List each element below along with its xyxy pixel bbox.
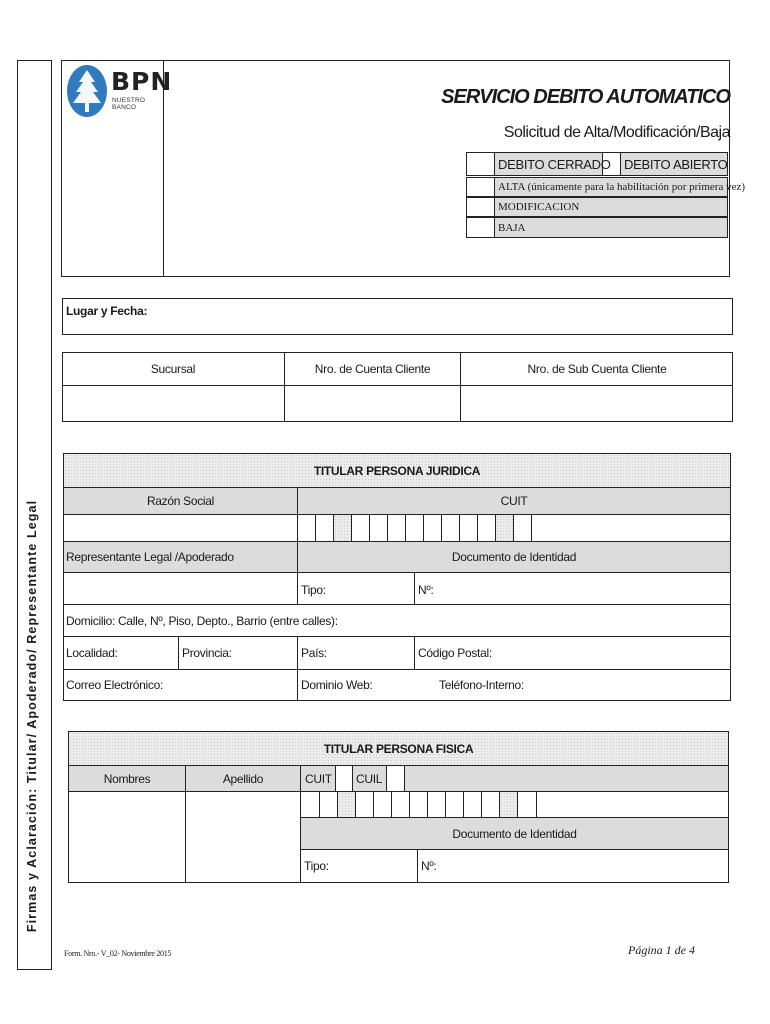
- documento-header: Documento de Identidad: [298, 542, 730, 572]
- logo-brand: BPN: [111, 67, 173, 96]
- dominio-field[interactable]: Dominio Web:: [301, 678, 373, 692]
- nombres-header: Nombres: [69, 766, 185, 791]
- cuit-header: CUIT: [298, 488, 730, 514]
- option-modificacion[interactable]: [466, 197, 495, 217]
- lugar-fecha-label: Lugar y Fecha:: [66, 304, 148, 318]
- page-number: Página 1 de 4: [628, 943, 695, 957]
- option-alta[interactable]: [466, 177, 495, 197]
- apellido-field[interactable]: [186, 792, 300, 882]
- modificacion-label: MODIFICACION: [494, 197, 728, 217]
- doc-tipo-field[interactable]: Tipo:: [301, 582, 326, 597]
- razon-social-header: Razón Social: [64, 488, 297, 514]
- pais-field[interactable]: País:: [301, 646, 327, 660]
- cuil-option-label: CUIL: [353, 766, 386, 791]
- doc-numero-field[interactable]: Nº:: [418, 582, 434, 597]
- debito-abierto-label: DEBITO ABIERTO: [620, 152, 728, 176]
- provincia-field[interactable]: Provincia:: [182, 646, 232, 660]
- form-code: Form. Nro.- V_02- Noviembre 2015: [64, 949, 172, 958]
- fisica-numero-field[interactable]: Nº:: [421, 859, 437, 873]
- tree-logo-icon: [66, 64, 108, 118]
- form-title: SERVICIO DEBITO AUTOMATICO: [441, 86, 730, 108]
- form-subtitle: Solicitud de Alta/Modificación/Baja: [503, 124, 730, 141]
- codigo-postal-field[interactable]: Código Postal:: [418, 646, 492, 660]
- cuil-option-box[interactable]: [386, 766, 405, 791]
- fisica-tipo-field[interactable]: Tipo:: [304, 859, 329, 873]
- option-debito-cerrado[interactable]: [466, 152, 495, 176]
- lugar-fecha-field[interactable]: [62, 298, 733, 335]
- signature-strip-label: Firmas y Aclaración: Titular/ Apoderado/ Representante Legal: [25, 499, 39, 933]
- telefono-field[interactable]: Teléfono-Interno:: [439, 678, 524, 692]
- localidad-field[interactable]: Localidad:: [66, 646, 118, 660]
- nro-subcuenta-field[interactable]: [461, 386, 732, 421]
- fisica-documento-header: Documento de Identidad: [301, 818, 728, 849]
- cuit-option-label: CUIT: [301, 766, 335, 791]
- juridica-title: TITULAR PERSONA JURIDICA: [64, 454, 730, 487]
- fisica-title: TITULAR PERSONA FISICA: [69, 732, 728, 765]
- nro-cuenta-field[interactable]: [285, 386, 460, 421]
- apellido-header: Apellido: [186, 766, 300, 791]
- logo-tagline: NUESTRO BANCO: [112, 97, 146, 111]
- baja-label: BAJA: [494, 217, 728, 238]
- nombres-field[interactable]: [69, 792, 185, 882]
- sucursal-field[interactable]: [63, 386, 284, 421]
- sucursal-header: Sucursal: [150, 362, 196, 376]
- razon-social-field[interactable]: [64, 515, 297, 541]
- nro-subcuenta-header: Nro. de Sub Cuenta Cliente: [527, 362, 667, 376]
- option-baja[interactable]: [466, 217, 495, 238]
- option-debito-abierto[interactable]: [602, 152, 621, 176]
- representante-header: Representante Legal /Apoderado: [64, 542, 297, 572]
- nro-cuenta-header: Nro. de Cuenta Cliente: [314, 362, 431, 376]
- domicilio-field[interactable]: Domicilio: Calle, Nº, Piso, Depto., Barrio (entre calles):: [66, 613, 338, 628]
- correo-field[interactable]: Correo Electrónico:: [66, 678, 164, 692]
- representante-field[interactable]: [64, 573, 297, 604]
- cuil-digit-boxes[interactable]: [301, 792, 541, 817]
- bank-logo: [66, 64, 173, 118]
- alta-label: ALTA (únicamente para la habilitación por primera vez): [494, 177, 728, 197]
- cuit-digit-boxes[interactable]: [298, 515, 538, 541]
- debito-cerrado-label: DEBITO CERRADO: [494, 152, 603, 176]
- cuit-option-box[interactable]: [335, 766, 353, 791]
